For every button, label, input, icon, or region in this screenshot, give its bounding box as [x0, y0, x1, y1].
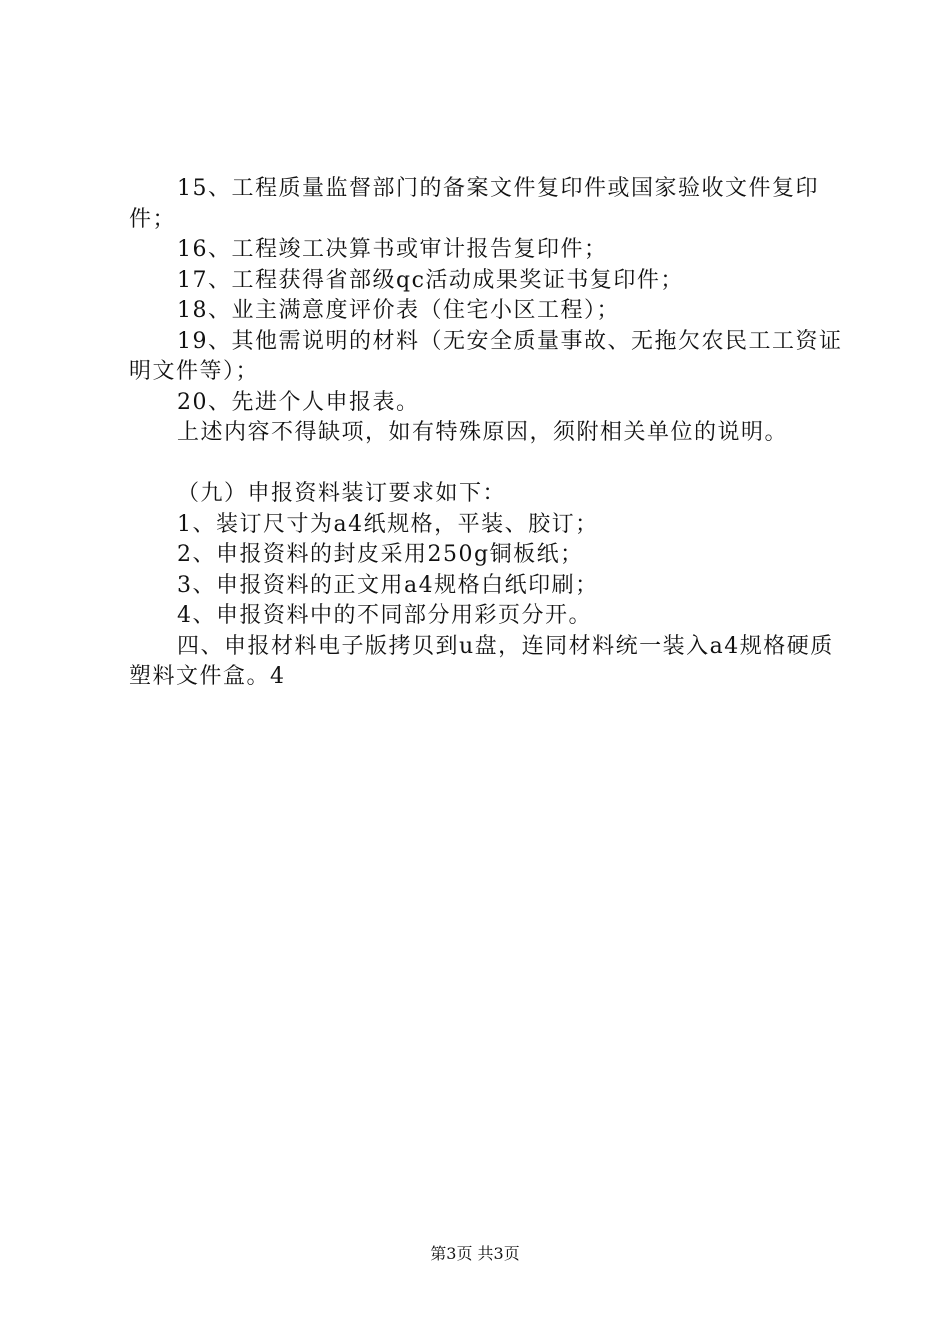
paragraph-item-20: 20、先进个人申报表。 [177, 389, 420, 415]
document-body [129, 174, 844, 693]
binding-item-2: 2、申报资料的封皮采用250g铜板纸； [177, 542, 584, 567]
binding-item-1: 1、装订尺寸为a4纸规格，平装、胶订； [177, 511, 599, 537]
paragraph-item-15: 15、工程质量监督部门的备案文件复印件或国家验收文件复印件； [129, 176, 819, 232]
section-heading-binding-requirements: （九）申报资料装订要求如下： [177, 481, 507, 506]
paragraph-item-19: 19、其他需说明的材料（无安全质量事故、无拖欠农民工工资证明文件等）； [129, 328, 843, 384]
binding-item-4: 4、申报资料中的不同部分用彩页分开。 [177, 603, 592, 628]
paragraph-item-18: 18、业主满意度评价表（住宅小区工程）； [177, 298, 620, 323]
paragraph-completeness-note: 上述内容不得缺项，如有特殊原因，须附相关单位的说明。 [177, 420, 789, 445]
section-four-electronic-copy: 四、申报材料电子版拷贝到u盘，连同材料统一装入a4规格硬质塑料文件盒。4 [129, 633, 834, 689]
page-number-footer: 第3页 共3页 [430, 1244, 520, 1263]
paragraph-spacer [129, 449, 844, 480]
binding-item-3: 3、申报资料的正文用a4规格白纸印刷； [177, 572, 599, 598]
paragraph-item-16: 16、工程竣工决算书或审计报告复印件； [177, 237, 608, 262]
paragraph-item-17: 17、工程获得省部级qc活动成果奖证书复印件； [177, 267, 684, 293]
